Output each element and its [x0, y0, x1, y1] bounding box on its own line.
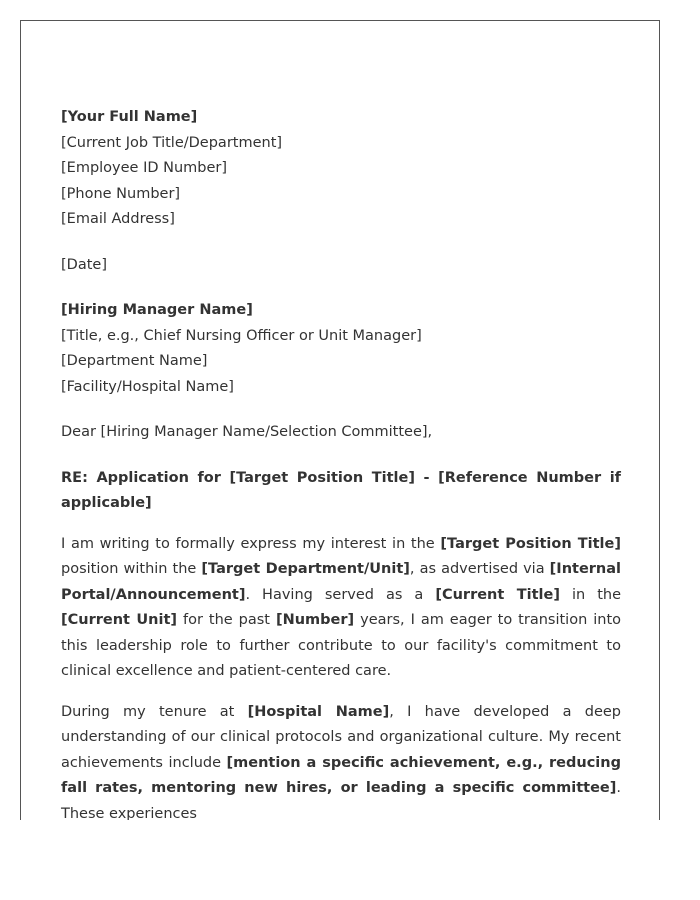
letter-content [61, 105, 621, 820]
recipient-department: [Department Name] [61, 353, 208, 369]
placeholder-number: [Number] [275, 612, 355, 628]
recipient-name: [Hiring Manager Name] [61, 302, 253, 318]
text-run: I am writing to formally express my interest in the [61, 535, 441, 552]
placeholder-achievement: [mention a specific achievement, e.g., reducing fall rates, mentoring new hires, or leading a specific committee] [61, 754, 621, 796]
text-run: years, I am eager to transition into this leadership role to further contribute to our facility's commitment to clinical excellence and patient-centered care. [61, 612, 622, 679]
sender-block [61, 105, 621, 233]
sender-phone: [Phone Number] [61, 185, 181, 202]
salutation: Dear [Hiring Manager Name/Selection Committee], [61, 424, 433, 440]
placeholder-internal-portal: [Internal Portal/Announcement] [61, 561, 622, 603]
recipient-block [61, 298, 621, 400]
placeholder-target-position: [Target Position Title] [440, 535, 621, 552]
letter-page [20, 20, 660, 820]
spacer [61, 400, 621, 420]
text-run: , as advertised via [409, 561, 550, 577]
text-run: . These experiences [61, 780, 621, 820]
sender-job-title: [Current Job Title/Department] [61, 134, 283, 151]
recipient-title: [Title, e.g., Chief Nursing Officer or Unit Manager] [61, 327, 422, 344]
recipient-facility: [Facility/Hospital Name] [61, 378, 234, 395]
subject-line: RE: Application for [Target Position Title] - [Reference Number if applicable] [61, 469, 621, 511]
placeholder-current-unit: [Current Unit] [61, 612, 178, 628]
body-paragraph-1 [61, 532, 621, 685]
spacer [61, 517, 621, 532]
text-run: , I have developed a deep understanding of our clinical protocols and organizational culture. My recent achievements include [61, 703, 621, 771]
spacer [61, 278, 621, 298]
text-run: in the [559, 586, 621, 603]
spacer [61, 685, 621, 700]
placeholder-target-department: [Target Department/Unit] [201, 561, 410, 577]
body-paragraph-2 [61, 700, 621, 821]
letter-date: [Date] [61, 256, 107, 273]
sender-employee-id: [Employee ID Number] [61, 160, 228, 176]
sender-email: [Email Address] [61, 211, 175, 227]
sender-name: [Your Full Name] [61, 109, 198, 125]
text-run: for the past [177, 612, 276, 628]
placeholder-current-title: [Current Title] [435, 586, 560, 603]
text-run: . Having served as a [245, 586, 436, 603]
text-run: During my tenure at [61, 703, 248, 720]
text-run: position within the [61, 561, 202, 577]
placeholder-hospital-name: [Hospital Name] [247, 703, 390, 720]
spacer [61, 233, 621, 253]
spacer [61, 446, 621, 466]
